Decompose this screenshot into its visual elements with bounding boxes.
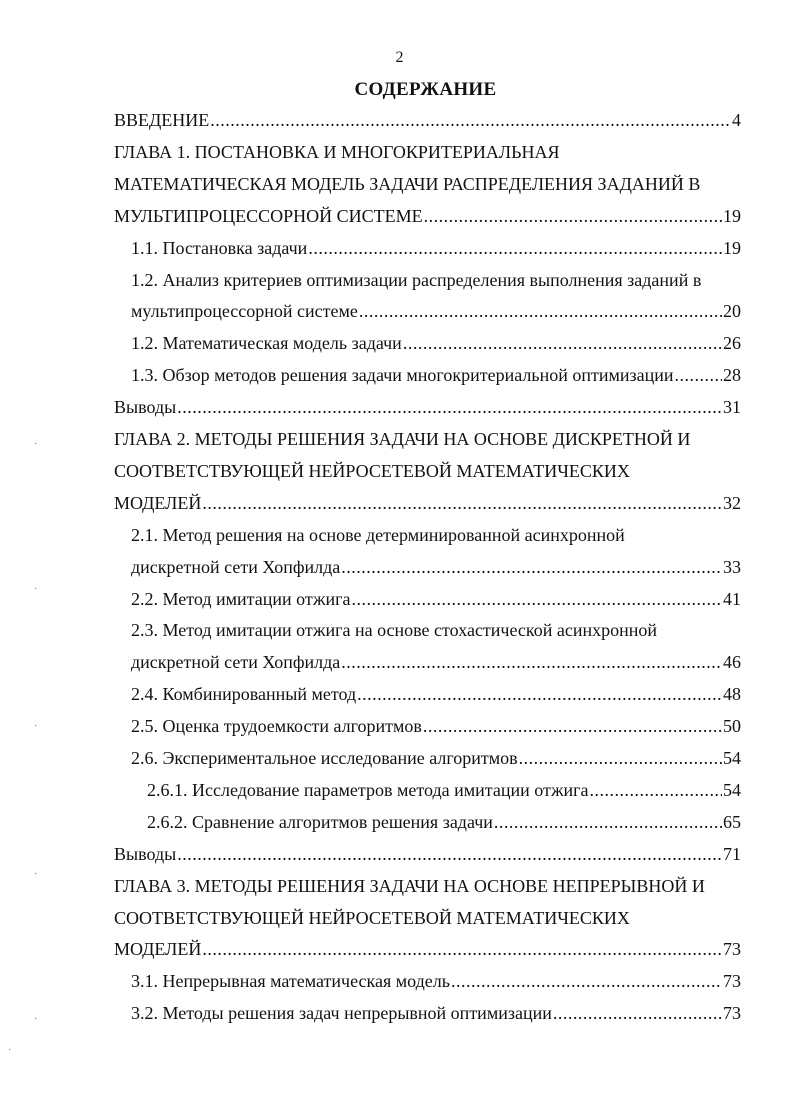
toc-leader-dots: [675, 360, 723, 390]
page-title: СОДЕРЖАНИЕ: [354, 79, 497, 100]
toc-page-number: 73: [723, 1003, 741, 1024]
toc-page-number: 31: [723, 397, 741, 418]
toc-entry-title: 2.6.2. Сравнение алгоритмов решения задачи: [147, 811, 493, 832]
scan-mark: ·: [34, 584, 38, 595]
toc-entry-title: дискретной сети Хопфилда: [131, 652, 341, 673]
toc-leader-dots: [210, 105, 731, 135]
toc-line: [147, 807, 741, 837]
toc-entry-title: 1.2. Анализ критериев оптимизации распределения выполнения заданий в: [131, 269, 702, 290]
scan-mark: ·: [8, 1045, 12, 1056]
toc-line: [131, 711, 741, 741]
toc-leader-dots: [351, 584, 722, 614]
toc-page-number: 48: [723, 684, 741, 705]
toc-entry-title: 2.6.1. Исследование параметров метода имитации отжига: [147, 779, 589, 800]
toc-entry-title: 3.2. Методы решения задач непрерывной оптимизации: [131, 1003, 552, 1024]
toc-page-number: 32: [723, 492, 741, 513]
toc-entry-title: МОДЕЛЕЙ: [114, 939, 202, 960]
toc-entry-title: Выводы: [114, 843, 177, 864]
toc-entry-title: ГЛАВА 3. МЕТОДЫ РЕШЕНИЯ ЗАДАЧИ НА ОСНОВЕ НЕПРЕРЫВНОЙ И: [114, 875, 705, 896]
toc-line: [131, 966, 741, 996]
toc-line: [131, 233, 741, 263]
toc-entry-title: МАТЕМАТИЧЕСКАЯ МОДЕЛЬ ЗАДАЧИ РАСПРЕДЕЛЕНИЯ ЗАДАНИЙ В: [114, 173, 701, 194]
toc-line: [147, 775, 741, 805]
toc-page-number: 4: [732, 110, 741, 130]
toc-entry-title: 2.2. Метод имитации отжига: [131, 588, 351, 609]
toc-line: [131, 296, 741, 326]
toc-leader-dots: [519, 743, 722, 773]
toc-leader-dots: [553, 998, 722, 1028]
toc-leader-dots: [423, 711, 722, 741]
toc-line: [131, 520, 741, 550]
toc-line: [131, 679, 741, 709]
toc-page-number: 65: [723, 811, 741, 832]
toc-page-number: 41: [723, 588, 741, 609]
toc-line: [131, 743, 741, 773]
toc-line: [114, 105, 741, 135]
toc-entry-title: ГЛАВА 2. МЕТОДЫ РЕШЕНИЯ ЗАДАЧИ НА ОСНОВЕ ДИСКРЕТНОЙ И: [114, 429, 691, 449]
toc-leader-dots: [424, 201, 722, 231]
toc-page-number: 33: [723, 556, 741, 577]
toc-line: [131, 360, 741, 390]
scan-mark: ·: [34, 439, 38, 450]
toc-entry-title: 2.1. Метод решения на основе детерминированной асинхронной: [131, 524, 625, 545]
toc-entry-title: 1.3. Обзор методов решения задачи многокритериальной оптимизации: [131, 365, 674, 386]
toc-leader-dots: [590, 775, 722, 805]
toc-page-number: 73: [723, 971, 741, 992]
toc-line: [114, 137, 741, 167]
toc-page-number: 20: [723, 301, 741, 322]
toc-page-number: 71: [723, 843, 741, 864]
toc-page-number: 19: [723, 237, 741, 258]
toc-leader-dots: [202, 488, 722, 518]
toc-line: [114, 903, 741, 933]
scan-mark: ·: [34, 869, 38, 880]
toc-leader-dots: [359, 296, 722, 326]
toc-entry-title: МОДЕЛЕЙ: [114, 492, 202, 513]
toc-line: [114, 456, 741, 486]
toc-leader-dots: [202, 934, 722, 964]
toc-entry-title: СООТВЕТСТВУЮЩЕЙ НЕЙРОСЕТЕВОЙ МАТЕМАТИЧЕСКИХ: [114, 460, 630, 481]
toc-entry-title: 1.2. Математическая модель задачи: [131, 333, 402, 354]
toc-line: [131, 328, 741, 358]
toc-entry-title: МУЛЬТИПРОЦЕССОРНОЙ СИСТЕМЕ: [114, 205, 423, 226]
page-number: 2: [395, 49, 404, 66]
toc-entry-title: мультипроцессорной системе: [131, 301, 358, 322]
toc-page-number: 28: [723, 365, 741, 386]
toc-entry-title: 2.5. Оценка трудоемкости алгоритмов: [131, 716, 422, 737]
toc-leader-dots: [357, 679, 722, 709]
toc-line: [114, 839, 741, 869]
toc-leader-dots: [308, 233, 722, 263]
toc-entry-title: ГЛАВА 1. ПОСТАНОВКА И МНОГОКРИТЕРИАЛЬНАЯ: [114, 141, 560, 162]
scan-mark: ·: [34, 1014, 38, 1025]
toc-line: [114, 934, 741, 964]
toc-line: [114, 392, 741, 422]
toc-line: [114, 201, 741, 231]
toc-leader-dots: [451, 966, 722, 996]
toc-entry-title: 2.4. Комбинированный метод: [131, 684, 357, 705]
toc-leader-dots: [177, 392, 722, 422]
toc-entry-title: 2.6. Экспериментальное исследование алгоритмов: [131, 748, 518, 768]
toc-line: [114, 488, 741, 518]
toc-entry-title: 3.1. Непрерывная математическая модель: [131, 971, 450, 992]
toc-line: [131, 552, 741, 582]
toc-line: [114, 424, 741, 454]
toc-page-number: 50: [723, 716, 741, 737]
toc-leader-dots: [403, 328, 722, 358]
toc-page-number: 54: [723, 779, 741, 800]
toc-line: [131, 647, 741, 677]
toc-entry-title: ВВЕДЕНИЕ: [114, 110, 210, 130]
toc-line: [114, 871, 741, 901]
toc-entry-title: СООТВЕТСТВУЮЩЕЙ НЕЙРОСЕТЕВОЙ МАТЕМАТИЧЕСКИХ: [114, 907, 630, 928]
toc-line: [131, 998, 741, 1028]
toc-entry-title: Выводы: [114, 397, 177, 418]
toc-page-number: 73: [723, 939, 741, 960]
toc-leader-dots: [341, 552, 722, 582]
toc-leader-dots: [494, 807, 722, 837]
toc-entry-title: 1.1. Постановка задачи: [131, 237, 308, 258]
toc-page-number: 26: [723, 333, 741, 354]
toc-line: [131, 265, 741, 295]
toc-page-number: 46: [723, 652, 741, 673]
toc-page-number: 19: [723, 205, 741, 226]
toc-entry-title: дискретной сети Хопфилда: [131, 556, 341, 577]
toc-leader-dots: [341, 647, 722, 677]
toc-line: [114, 169, 741, 199]
toc-page-number: 54: [723, 748, 741, 768]
toc-leader-dots: [177, 839, 722, 869]
toc-line: [131, 584, 741, 614]
toc-line: [131, 615, 741, 645]
scan-mark: ·: [34, 721, 38, 732]
toc-entry-title: 2.3. Метод имитации отжига на основе стохастической асинхронной: [131, 620, 658, 641]
